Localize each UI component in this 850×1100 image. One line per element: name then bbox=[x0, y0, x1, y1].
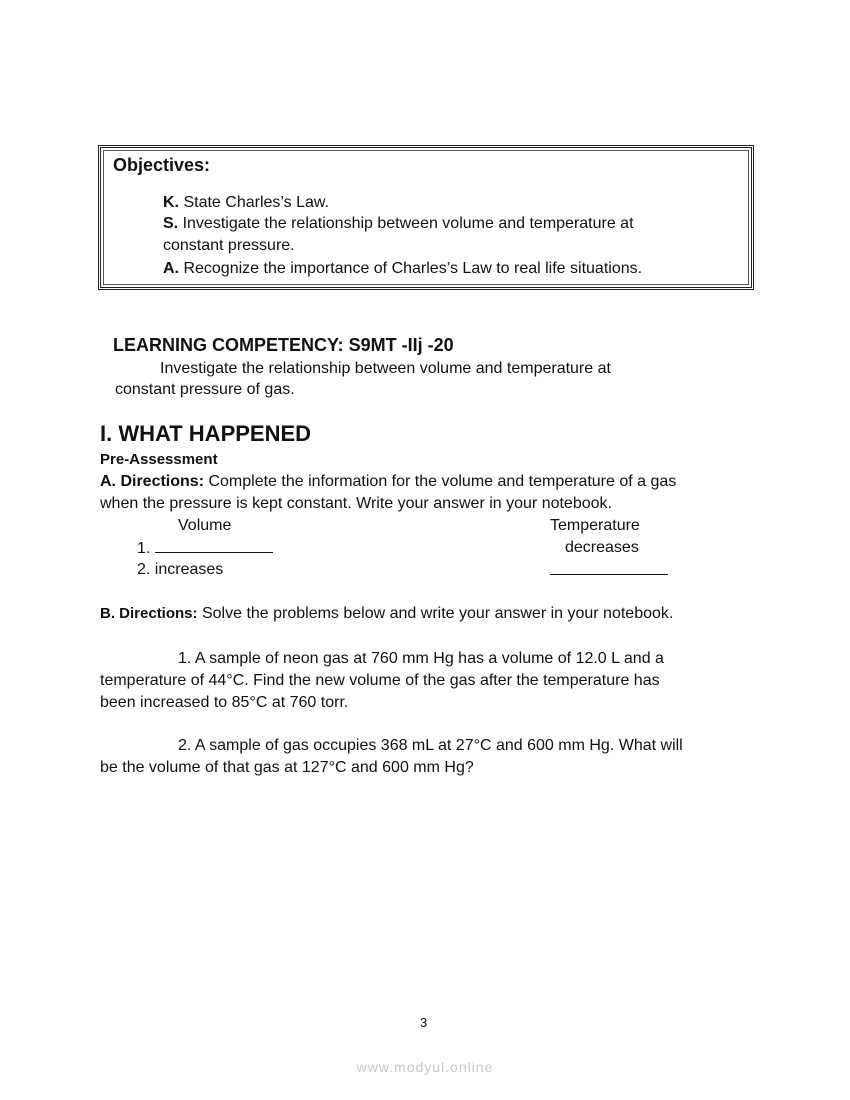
section-title: I. WHAT HAPPENED bbox=[100, 421, 312, 446]
competency-text: constant pressure of gas. bbox=[115, 381, 295, 398]
objective-k bbox=[163, 193, 329, 213]
watermark: www.modyul.online bbox=[356, 1059, 494, 1075]
directions-label: A. Directions: bbox=[100, 473, 205, 490]
objective-key: S. bbox=[163, 215, 179, 232]
directions-b bbox=[100, 604, 673, 624]
competency-text: Investigate the relationship between volume and temperature at bbox=[160, 360, 611, 377]
page-number: 3 bbox=[420, 1015, 428, 1030]
objective-key: A. bbox=[163, 260, 179, 277]
row-2-temperature bbox=[550, 560, 668, 581]
objectives-title: Objectives: bbox=[113, 155, 211, 175]
directions-a bbox=[100, 472, 676, 492]
objective-s bbox=[163, 214, 634, 234]
directions-text: Complete the information for the volume and temperature of a gas bbox=[208, 473, 677, 490]
problem-2: 2. A sample of gas occupies 368 mL at 27°C and 600 mm Hg. What will bbox=[178, 737, 683, 754]
column-volume: Volume bbox=[178, 517, 232, 534]
objective-text: Recognize the importance of Charles’s Law to real life situations. bbox=[183, 260, 643, 277]
row-1-volume bbox=[137, 538, 273, 559]
problem-2: be the volume of that gas at 127°C and 600 mm Hg? bbox=[100, 759, 474, 776]
objective-text: Investigate the relationship between volume and temperature at bbox=[182, 215, 634, 232]
row-2-volume: 2. increases bbox=[137, 561, 224, 578]
column-temperature: Temperature bbox=[550, 517, 640, 534]
competency-heading: LEARNING COMPETENCY: S9MT -IIj -20 bbox=[113, 335, 454, 355]
objective-key: K. bbox=[163, 194, 179, 211]
row-number: 1. bbox=[137, 540, 151, 557]
objective-s-cont: constant pressure. bbox=[163, 237, 295, 254]
directions-text: Solve the problems below and write your answer in your notebook. bbox=[201, 605, 674, 622]
problem-1: been increased to 85°C at 760 torr. bbox=[100, 694, 349, 711]
objective-a bbox=[163, 259, 642, 279]
problem-1: 1. A sample of neon gas at 760 mm Hg has a volume of 12.0 L and a bbox=[178, 650, 664, 667]
directions-label: B. Directions: bbox=[100, 605, 198, 622]
answer-blank bbox=[155, 538, 273, 553]
pre-assessment-heading: Pre-Assessment bbox=[100, 451, 218, 468]
problem-1: temperature of 44°C. Find the new volume of the gas after the temperature has bbox=[100, 672, 660, 689]
objective-text: State Charles’s Law. bbox=[183, 194, 330, 211]
answer-blank bbox=[550, 560, 668, 575]
directions-a-cont: when the pressure is kept constant. Write your answer in your notebook. bbox=[100, 495, 612, 512]
row-1-temperature: decreases bbox=[565, 539, 639, 556]
